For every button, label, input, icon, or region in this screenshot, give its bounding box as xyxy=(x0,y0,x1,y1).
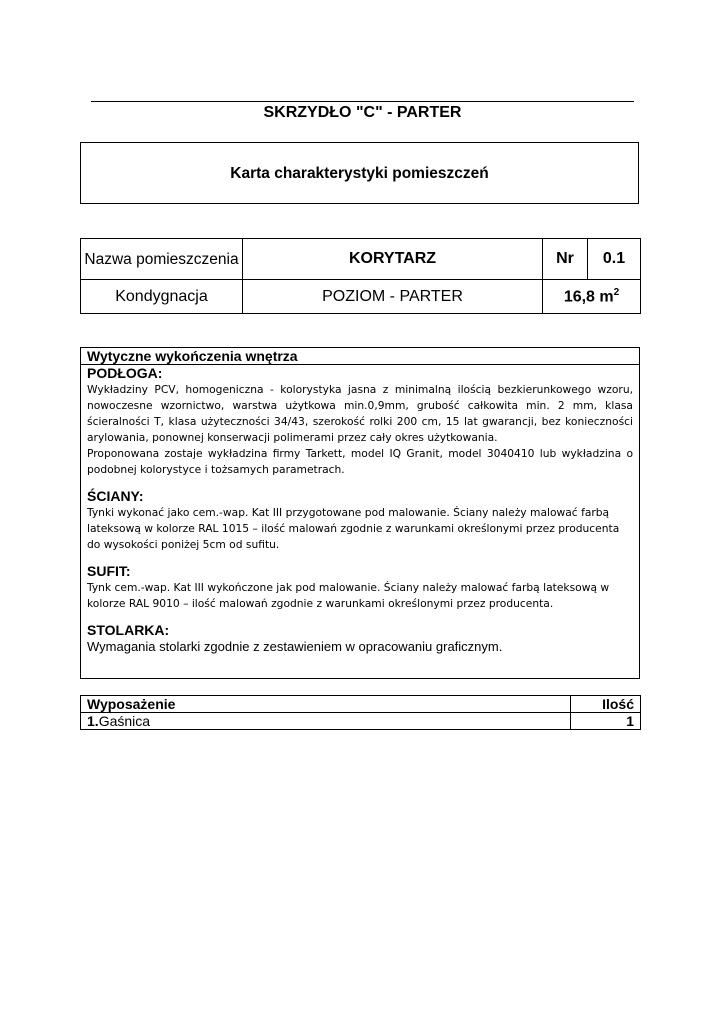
room-nr-value: 0.1 xyxy=(588,239,641,280)
floor-text-1: Wykładziny PCV, homogeniczna - kolorystyka jasna z minimalną ilością bezkierunkowego wzoru, nowoczesne wzornictwo, warstwa użytkowa min.0,9mm, grubość całkowita min. 2 mm, klasa ścieralności T, klasa użyteczności 34/43, szerokość rolki 200 cm, 15 lat gwarancji, bez konieczności arylowania, ponownej konserwacji polimerami przez cały okres użytkowania. xyxy=(87,383,633,444)
table-row xyxy=(81,713,641,730)
floor-value: POZIOM - PARTER xyxy=(243,280,543,314)
equipment-col-header: Wyposażenie xyxy=(81,696,571,713)
equipment-qty: 1 xyxy=(571,713,641,730)
floor-label: Kondygnacja xyxy=(81,280,243,314)
quantity-col-header: Ilość xyxy=(571,696,641,713)
equipment-item: 1.Gaśnica xyxy=(81,713,571,730)
wing-title: SKRZYDŁO "C" - PARTER xyxy=(263,104,462,121)
finish-guidelines-header: Wytyczne wykończenia wnętrza xyxy=(81,348,639,365)
ceiling-text: Tynk cem.-wap. Kat III wykończone jak pod malowanie. Ściany należy malować farbą lateksową w kolorze RAL 9010 – ilość malowań zgodnie z warunkami określonymi przez producenta. xyxy=(87,581,610,610)
floor-text-2: Proponowana zostaje wykładzina firmy Tarkett, model IQ Granit, model 3040410 lub wykładzina o podobnej kolorystyce i tożsamych parametrach. xyxy=(87,447,633,476)
ceiling-heading: SUFIT: xyxy=(87,563,131,579)
finish-guidelines-box xyxy=(80,347,640,679)
equipment-table xyxy=(80,695,641,730)
room-name-value: KORYTARZ xyxy=(243,239,543,280)
room-name-label: Nazwa pomieszczenia xyxy=(81,239,243,280)
room-info-table xyxy=(80,238,641,314)
top-rule xyxy=(91,101,634,102)
room-nr-label: Nr xyxy=(543,239,588,280)
floor-heading: PODŁOGA: xyxy=(87,365,163,381)
walls-heading: ŚCIANY: xyxy=(87,488,144,504)
joinery-heading: STOLARKA: xyxy=(87,622,170,638)
walls-text: Tynki wykonać jako cem.-wap. Kat III przygotowane pod malowanie. Ściany należy malować farbą lateksową w kolorze RAL 1015 – ilość malowań zgodnie z warunkami określonymi przez producenta do wysokości poniżej 5cm od sufitu. xyxy=(87,506,620,551)
card-title: Karta charakterystyki pomieszczeń xyxy=(230,165,489,182)
card-title-box xyxy=(80,142,639,204)
area-value: 16,8 $m^2$ xyxy=(543,280,641,314)
joinery-text: Wymagania stolarki zgodnie z zestawieniem w opracowaniu graficznym. xyxy=(87,639,503,654)
